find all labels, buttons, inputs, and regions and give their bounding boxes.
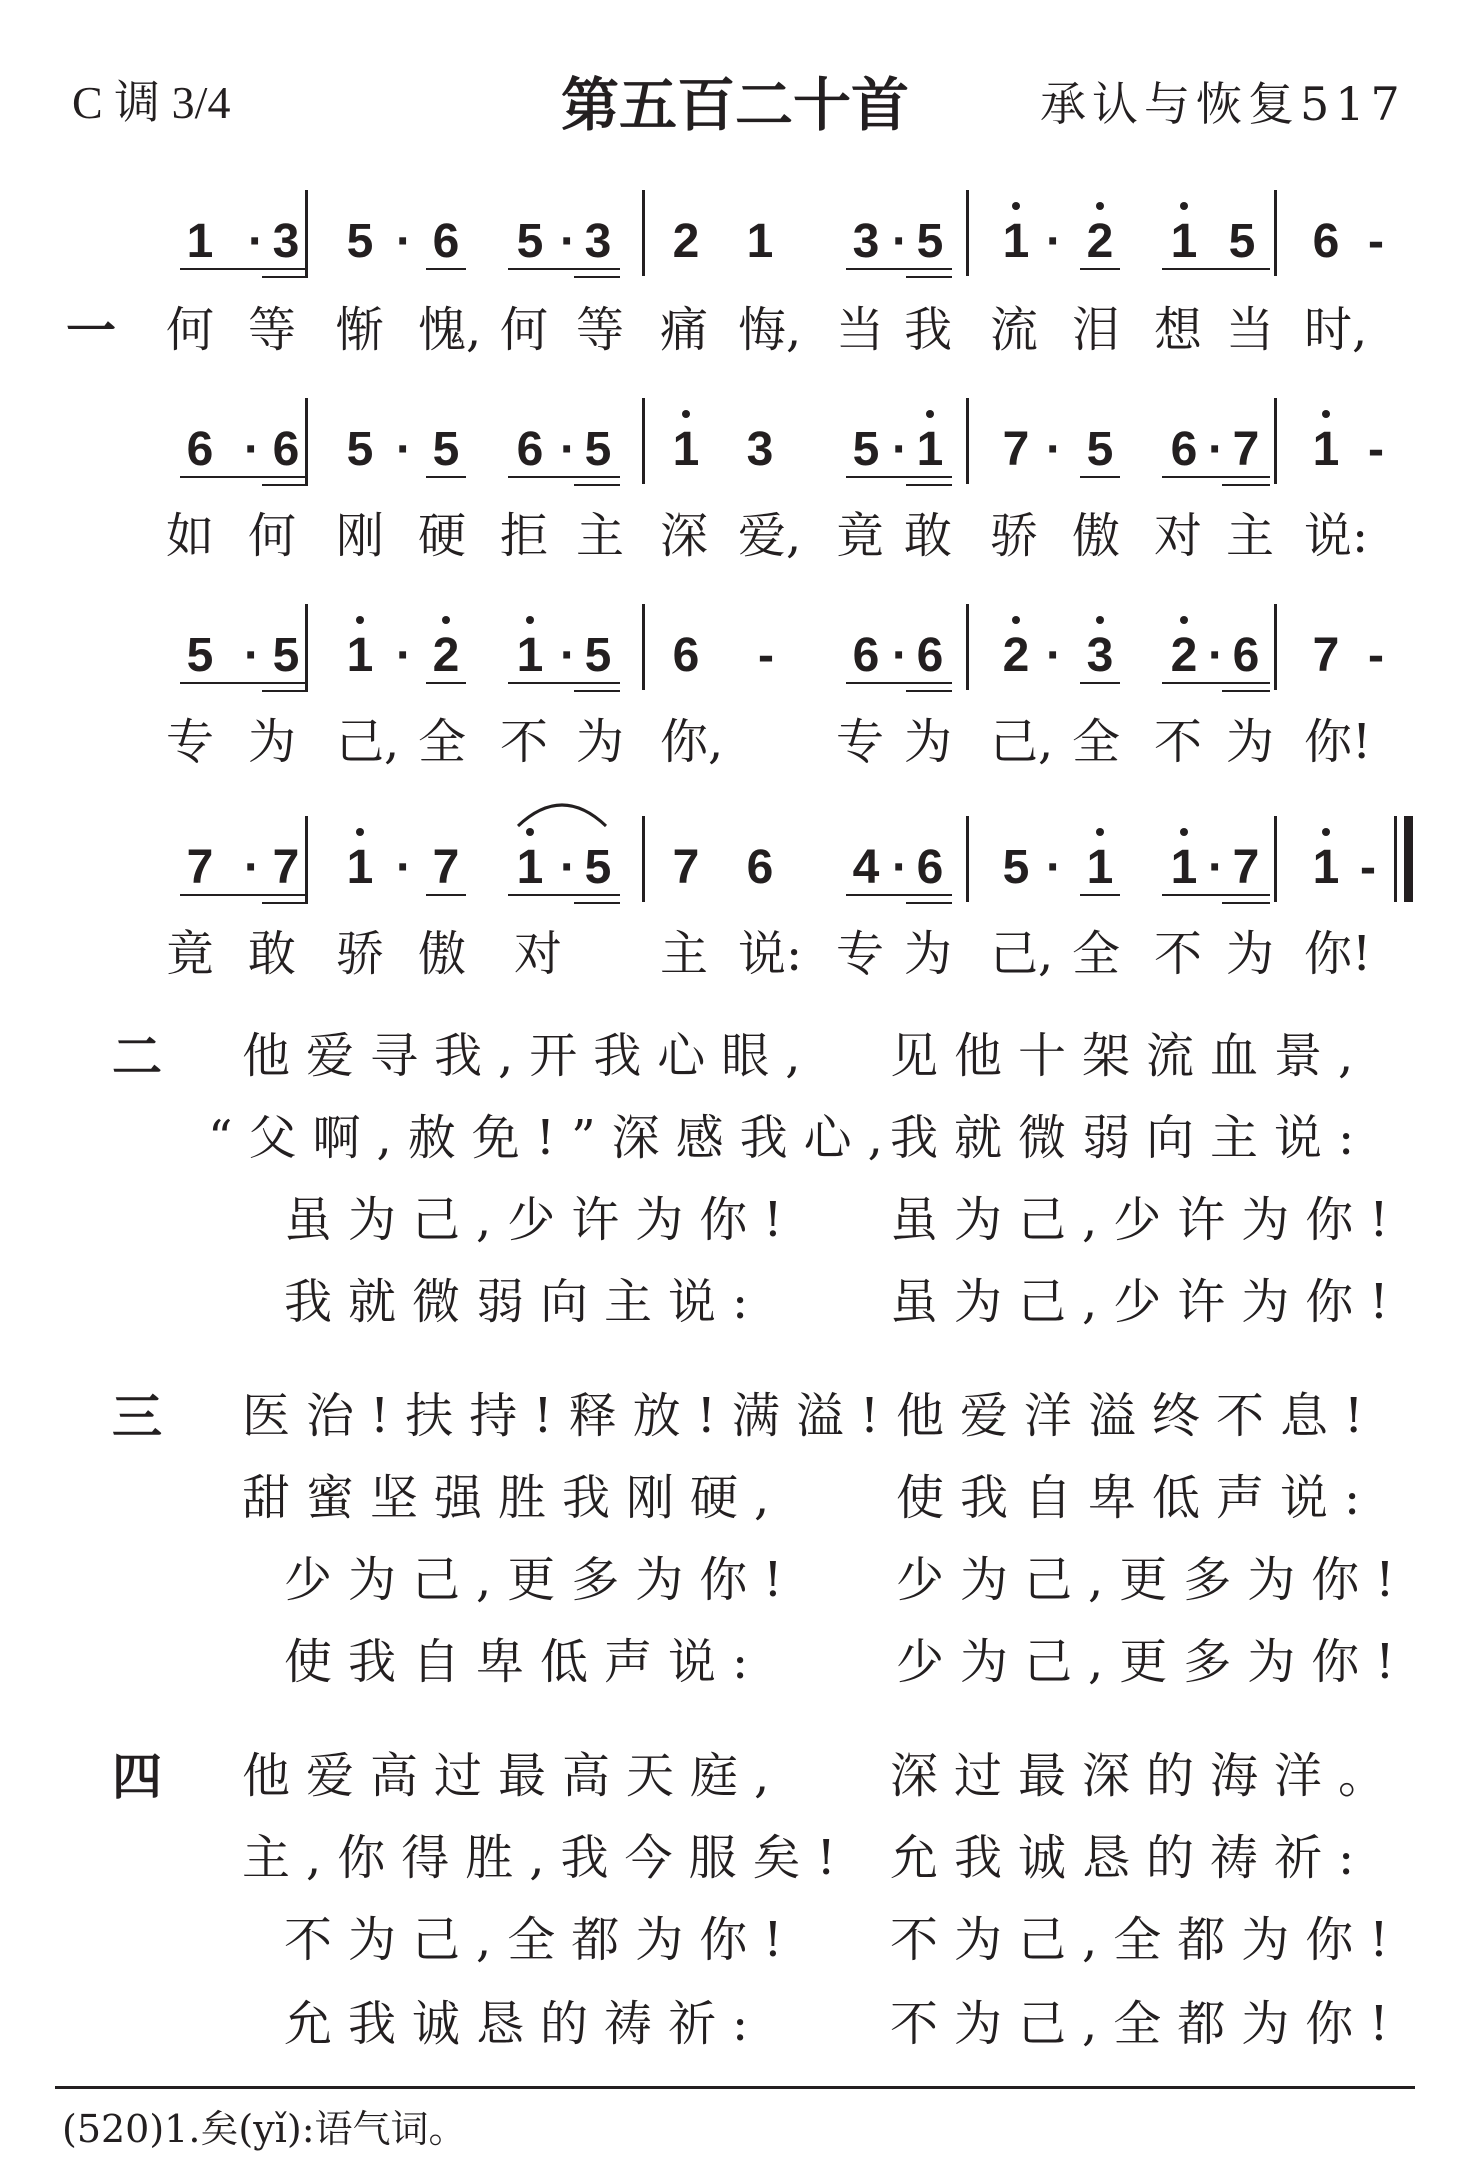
lyric: 拒: [500, 508, 549, 564]
note: 1: [1170, 215, 1198, 268]
barline: [966, 190, 969, 276]
lyric: 何: [166, 302, 215, 358]
verse-line: 少为己,更多为你!: [284, 1552, 799, 1608]
note: 6: [432, 215, 460, 268]
note: ·: [560, 841, 576, 894]
note: 1: [186, 215, 214, 268]
lyric: 说:: [738, 926, 803, 982]
note: 6: [852, 629, 880, 682]
verse-line: 不为己,全都为你!: [890, 1996, 1405, 2052]
note: 1: [746, 215, 774, 268]
verse-number: 二: [112, 1028, 162, 1086]
lyric: 骄: [336, 926, 385, 982]
lyric: 己,: [990, 926, 1054, 982]
lyric: 为: [904, 926, 953, 982]
lyric: 我: [904, 302, 953, 358]
verse-line: 使我自卑低声说:: [284, 1634, 765, 1690]
lyric: 时,: [1304, 302, 1368, 358]
note: 5: [432, 423, 460, 476]
verse-line: 我就微弱向主说:: [284, 1274, 765, 1330]
note: ·: [244, 629, 260, 682]
note: 4: [852, 841, 880, 894]
lyric: 深: [660, 508, 709, 564]
note: ·: [1046, 215, 1062, 268]
note: -: [758, 629, 774, 682]
lyric: 为: [248, 714, 297, 770]
note: 7: [272, 841, 300, 894]
note: 1: [516, 629, 544, 682]
note: 6: [916, 629, 944, 682]
lyric: 想: [1154, 302, 1203, 358]
note: 1: [916, 423, 944, 476]
note: 1: [516, 841, 544, 894]
note: 7: [1312, 629, 1340, 682]
lyric: 全: [1072, 714, 1121, 770]
note: 5: [852, 423, 880, 476]
lyric: 等: [248, 302, 297, 358]
note: 5: [1002, 841, 1030, 894]
note: ·: [396, 629, 412, 682]
note: 5: [1086, 423, 1114, 476]
barline: [1274, 816, 1277, 902]
note: 1: [1002, 215, 1030, 268]
lyric: 不: [1154, 714, 1203, 770]
lyric: 己,: [990, 714, 1054, 770]
note: ·: [560, 423, 576, 476]
note: ·: [396, 423, 412, 476]
note: 7: [1002, 423, 1030, 476]
verse-line: 少为己,更多为你!: [896, 1634, 1411, 1690]
barline: [305, 190, 308, 276]
verse-line: 允我诚恳的祷祈:: [890, 1830, 1371, 1886]
verse-line: 允我诚恳的祷祈:: [284, 1996, 765, 2052]
note: ·: [1208, 423, 1224, 476]
lyric: 你,: [660, 714, 724, 770]
note: 1: [672, 423, 700, 476]
verse-line: 不为己,全都为你!: [890, 1912, 1405, 1968]
note: 5: [916, 215, 944, 268]
lyric: 对: [514, 926, 563, 982]
lyric: 敢: [248, 926, 297, 982]
note: 6: [746, 841, 774, 894]
verse-line: 他爱洋溢终不息!: [896, 1388, 1380, 1444]
note: -: [1368, 423, 1384, 476]
lyric: 如: [166, 508, 215, 564]
note: ·: [892, 423, 908, 476]
barline: [966, 604, 969, 690]
verse-line: “父啊,赦免!”深感我心,: [208, 1110, 899, 1166]
lyric: 专: [836, 926, 885, 982]
barline: [966, 816, 969, 902]
note: 1: [1086, 841, 1114, 894]
lyric: 不: [500, 714, 549, 770]
note: 1: [346, 841, 374, 894]
note: 1: [1170, 841, 1198, 894]
barline: [305, 816, 308, 902]
lyric: 竟: [166, 926, 215, 982]
verse-number: 三: [112, 1388, 162, 1446]
note: 3: [272, 215, 300, 268]
lyric: 敢: [904, 508, 953, 564]
lyric: 当: [836, 302, 885, 358]
note: ·: [892, 215, 908, 268]
note: ·: [1208, 841, 1224, 894]
verse-line: 甜蜜坚强胜我刚硬,: [242, 1470, 786, 1526]
barline: [305, 604, 308, 690]
note: 5: [186, 629, 214, 682]
verse-line: 我就微弱向主说:: [890, 1110, 1371, 1166]
lyric: 爱,: [738, 508, 802, 564]
barline: [642, 816, 645, 902]
verse-line: 主,你得胜,我今服矣!: [242, 1830, 852, 1886]
note: 3: [584, 215, 612, 268]
verse-line: 不为己,全都为你!: [284, 1912, 799, 1968]
lyric: 等: [576, 302, 625, 358]
note: 5: [584, 841, 612, 894]
lyric: 痛: [660, 302, 709, 358]
note: -: [1360, 841, 1376, 894]
lyric: 傲: [418, 926, 467, 982]
lyric: 说:: [1304, 508, 1369, 564]
lyric: 你!: [1304, 714, 1372, 770]
lyric: 流: [990, 302, 1039, 358]
lyric: 主: [576, 508, 625, 564]
lyric: 悔,: [738, 302, 802, 358]
lyric: 主: [1226, 508, 1275, 564]
verse-line: 他爱高过最高天庭,: [242, 1748, 786, 1804]
footnote: (520)1.矣(yǐ):语气词。: [62, 2107, 467, 2151]
note: 7: [186, 841, 214, 894]
note: ·: [892, 841, 908, 894]
note: ·: [1046, 841, 1062, 894]
note: 6: [186, 423, 214, 476]
lyric: 为: [1226, 926, 1275, 982]
lyric: 竟: [836, 508, 885, 564]
note: 2: [1086, 215, 1114, 268]
note: 2: [432, 629, 460, 682]
key-signature: C 调 3/4: [72, 77, 231, 128]
barline: [1274, 398, 1277, 484]
barline: [1274, 190, 1277, 276]
lyric: 何: [500, 302, 549, 358]
lyric: 专: [166, 714, 215, 770]
lyric: 硬: [418, 508, 467, 564]
verse-line: 少为己,更多为你!: [896, 1552, 1411, 1608]
lyric: 对: [1154, 508, 1203, 564]
verse-line: 深过最深的海洋。: [890, 1748, 1403, 1804]
note: -: [1368, 215, 1384, 268]
note: 5: [584, 423, 612, 476]
lyric: 主: [660, 926, 709, 982]
hymn-title: 第五百二十首: [560, 71, 909, 139]
note: 6: [516, 423, 544, 476]
final-barline-thin: [1394, 816, 1397, 902]
note: ·: [560, 629, 576, 682]
note: 2: [1170, 629, 1198, 682]
note: 3: [852, 215, 880, 268]
note: 5: [346, 423, 374, 476]
verse-line: 医治!扶持!释放!满溢!: [242, 1388, 896, 1444]
note: 1: [1312, 423, 1340, 476]
hymn-reference: 承认与恢复517: [1040, 77, 1406, 131]
footer-divider: [55, 2086, 1415, 2089]
barline: [642, 604, 645, 690]
final-barline-thick: [1404, 816, 1413, 902]
lyric: 为: [904, 714, 953, 770]
note: 1: [1312, 841, 1340, 894]
note: 7: [672, 841, 700, 894]
lyric: 何: [248, 508, 297, 564]
note: ·: [1046, 629, 1062, 682]
note: 6: [1312, 215, 1340, 268]
note: 6: [1170, 423, 1198, 476]
note: 5: [516, 215, 544, 268]
note: 3: [1086, 629, 1114, 682]
barline: [1274, 604, 1277, 690]
note: ·: [244, 423, 260, 476]
lyric: 不: [1154, 926, 1203, 982]
barline: [642, 398, 645, 484]
lyric: 为: [576, 714, 625, 770]
note: 1: [346, 629, 374, 682]
lyric: 骄: [990, 508, 1039, 564]
note: 2: [1002, 629, 1030, 682]
lyric: 泪: [1072, 302, 1121, 358]
verse-line: 虽为己,少许为你!: [284, 1192, 799, 1248]
note: ·: [244, 841, 260, 894]
note: 6: [1232, 629, 1260, 682]
verse-line: 使我自卑低声说:: [896, 1470, 1377, 1526]
lyric: 惭: [336, 302, 385, 358]
note: 7: [432, 841, 460, 894]
note: 2: [672, 215, 700, 268]
lyric: 傲: [1072, 508, 1121, 564]
verse-line: 虽为己,少许为你!: [890, 1274, 1405, 1330]
lyric: 愧,: [418, 302, 482, 358]
note: 7: [1232, 423, 1260, 476]
lyric: 刚: [336, 508, 385, 564]
lyric: 当: [1226, 302, 1275, 358]
note: 3: [746, 423, 774, 476]
note: 6: [272, 423, 300, 476]
note: ·: [560, 215, 576, 268]
verse-number: 一: [66, 302, 116, 360]
note: 6: [916, 841, 944, 894]
tie-mark: [512, 790, 612, 830]
barline: [966, 398, 969, 484]
verse-line: 见他十架流血景,: [890, 1028, 1370, 1084]
lyric: 专: [836, 714, 885, 770]
note: 5: [1228, 215, 1256, 268]
note: 5: [272, 629, 300, 682]
note: 5: [346, 215, 374, 268]
verse-number: 四: [112, 1748, 162, 1806]
note: 7: [1232, 841, 1260, 894]
note: ·: [396, 841, 412, 894]
lyric: 己,: [336, 714, 400, 770]
barline: [642, 190, 645, 276]
lyric: 全: [418, 714, 467, 770]
note: -: [1368, 629, 1384, 682]
lyric: 为: [1226, 714, 1275, 770]
verse-line: 他爱寻我,开我心眼,: [242, 1028, 817, 1084]
note: 5: [584, 629, 612, 682]
note: ·: [1208, 629, 1224, 682]
note: ·: [892, 629, 908, 682]
barline: [305, 398, 308, 484]
verse-line: 虽为己,少许为你!: [890, 1192, 1405, 1248]
note: 6: [672, 629, 700, 682]
note: ·: [1046, 423, 1062, 476]
note: ·: [248, 215, 264, 268]
note: ·: [396, 215, 412, 268]
lyric: 你!: [1304, 926, 1372, 982]
lyric: 全: [1072, 926, 1121, 982]
